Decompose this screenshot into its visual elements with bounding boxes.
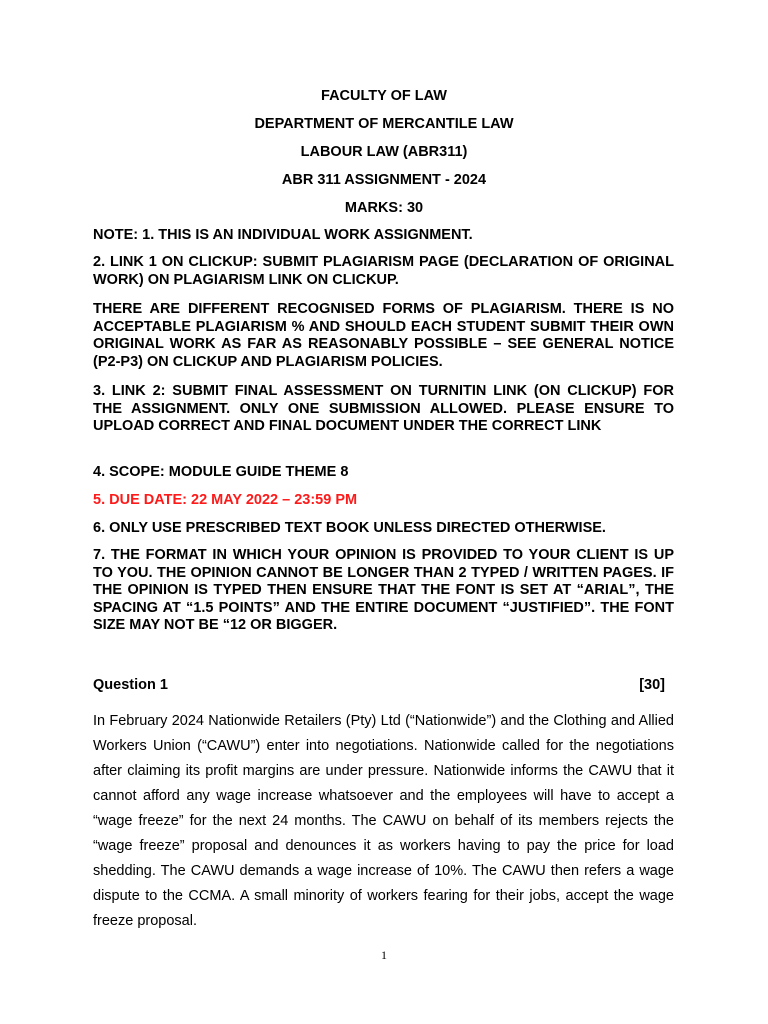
plagiarism-notice: THERE ARE DIFFERENT RECOGNISED FORMS OF PLAGIARISM. THERE IS NO ACCEPTABLE PLAGIARISM % AND SHOULD EACH STUDENT SUBMIT THEIR OWN ORIGINAL WORK AS FAR AS REASONABLY POSSIBLE – SEE GENERAL NOTICE (P2-P3) ON CLICKUP AND PLAGIARISM POLICIES. bbox=[93, 301, 674, 370]
assignment-heading: ABR 311 ASSIGNMENT - 2024 bbox=[281, 172, 487, 188]
marks-heading: MARKS: 30 bbox=[344, 200, 424, 216]
note-due-date: 5. DUE DATE: 22 MAY 2022 – 23:59 PM bbox=[93, 492, 358, 508]
faculty-heading: FACULTY OF LAW bbox=[321, 88, 447, 104]
note-individual-work: NOTE: 1. THIS IS AN INDIVIDUAL WORK ASSIGNMENT. bbox=[93, 227, 473, 243]
note-plagiarism-link: 2. LINK 1 ON CLICKUP: SUBMIT PLAGIARISM PAGE (DECLARATION OF ORIGINAL WORK) ON PLAGIARISM LINK ON CLICKUP. bbox=[93, 254, 674, 288]
question-marks: [30] bbox=[639, 677, 665, 693]
note-scope: 4. SCOPE: MODULE GUIDE THEME 8 bbox=[93, 464, 349, 480]
note-turnitin-link: 3. LINK 2: SUBMIT FINAL ASSESSMENT ON TURNITIN LINK (ON CLICKUP) FOR THE ASSIGNMENT. ONLY ONE SUBMISSION ALLOWED. PLEASE ENSURE TO UPLOAD CORRECT AND FINAL DOCUMENT UNDER THE CORRECT LINK bbox=[93, 383, 674, 434]
question-text: In February 2024 Nationwide Retailers (Pty) Ltd (“Nationwide”) and the Clothing and Allied Workers Union (“CAWU”) enter into negotiations. Nationwide called for the negotiations after claiming its profit margins are under pressure. Nationwide informs the CAWU that it cannot afford any wage increase whatsoever and the employees will have to accept a “wage freeze” for the next 24 months. The CAWU on behalf of its members rejects the “wage freeze” proposal and denounces it as workers having to pay the price for load shedding. The CAWU demands a wage increase of 10%. The CAWU then refers a wage dispute to the CCMA. A small minority of workers fearing for their jobs, accept the wage freeze proposal. bbox=[93, 713, 674, 929]
module-heading: LABOUR LAW (ABR311) bbox=[300, 144, 468, 160]
note-format: 7. THE FORMAT IN WHICH YOUR OPINION IS PROVIDED TO YOUR CLIENT IS UP TO YOU. THE OPINION CANNOT BE LONGER THAN 2 TYPED / WRITTEN PAGES. IF THE OPINION IS TYPED THEN ENSURE THAT THE FONT IS SET AT “ARIAL”, THE SPACING AT “1.5 POINTS” AND THE ENTIRE DOCUMENT “JUSTIFIED”. THE FONT SIZE MAY NOT BE “12 OR BIGGER. bbox=[93, 547, 674, 633]
question-title: Question 1 bbox=[93, 677, 168, 693]
page-number: 1 bbox=[381, 948, 387, 962]
department-heading: DEPARTMENT OF MERCANTILE LAW bbox=[254, 116, 514, 132]
question-header bbox=[93, 676, 665, 694]
note-prescribed-text: 6. ONLY USE PRESCRIBED TEXT BOOK UNLESS DIRECTED OTHERWISE. bbox=[93, 520, 606, 536]
